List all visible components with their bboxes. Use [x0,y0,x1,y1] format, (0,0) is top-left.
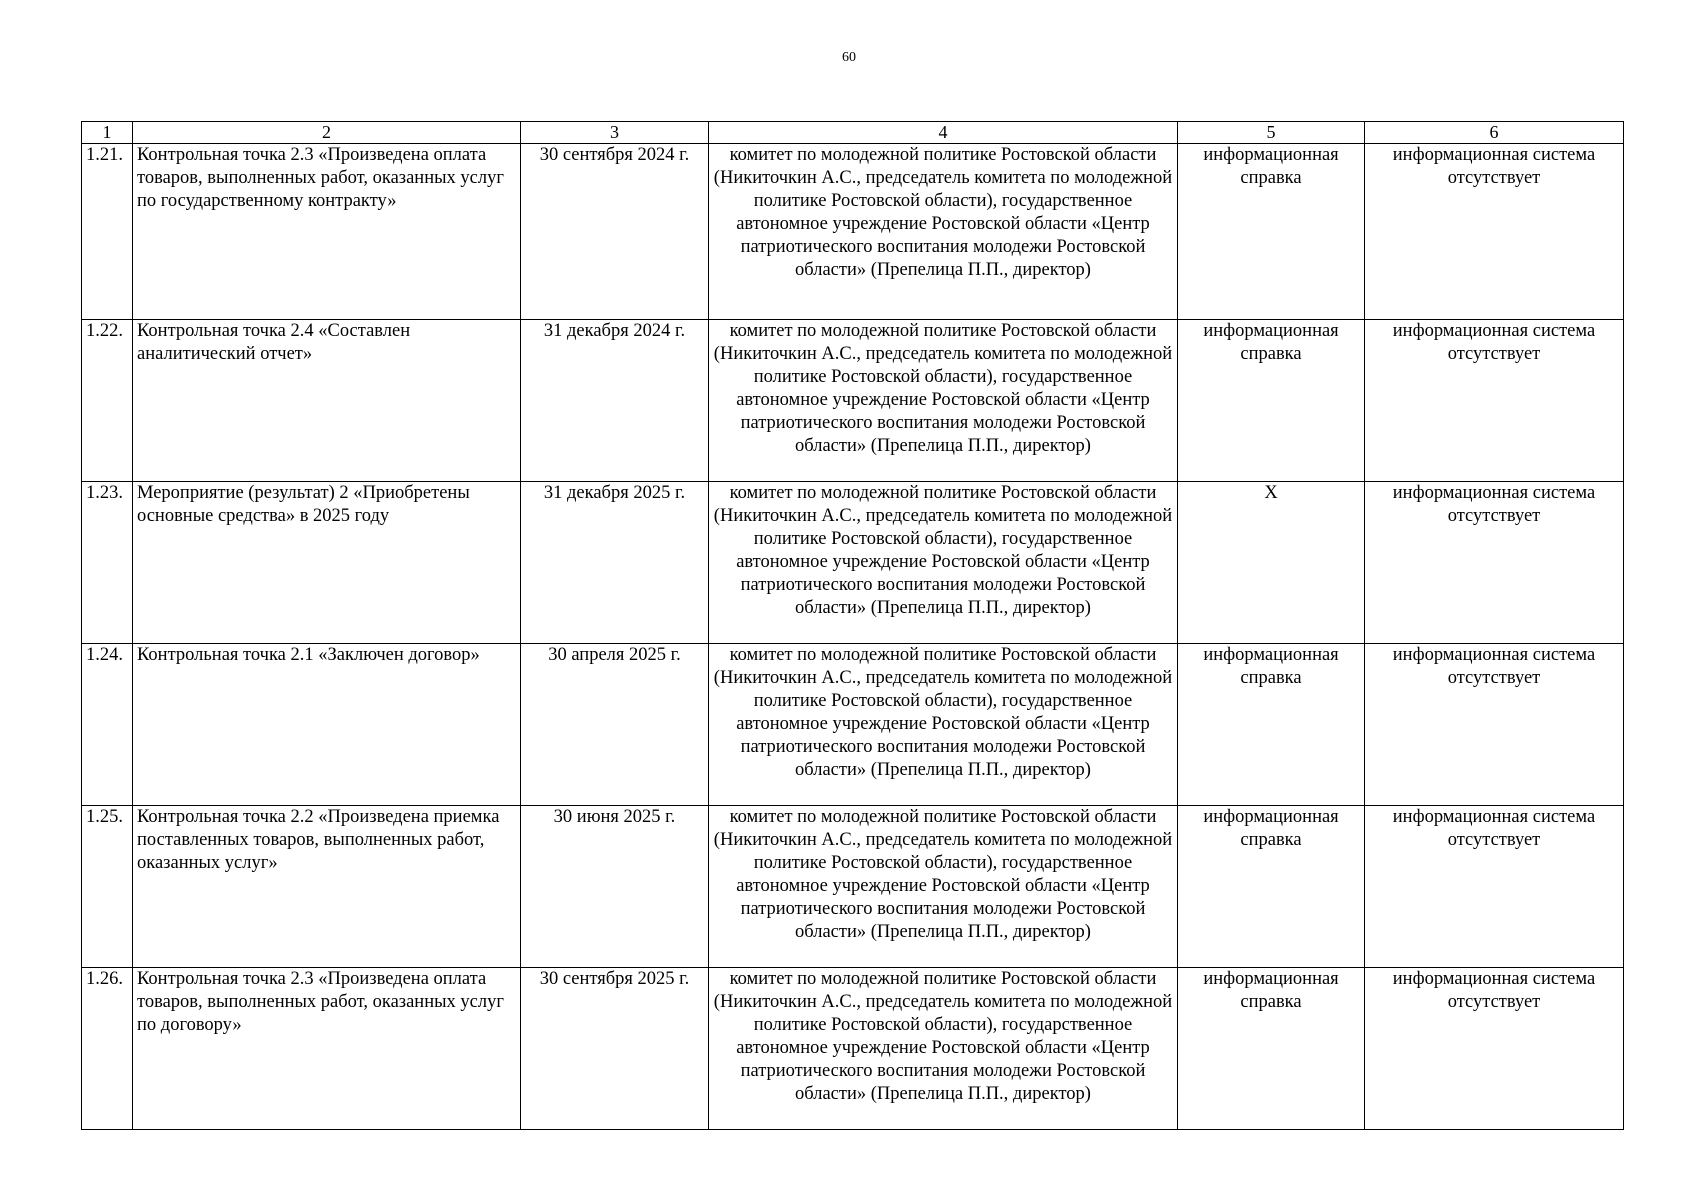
page-number: 60 [842,50,856,65]
row-name: Контрольная точка 2.4 «Составлен аналитический отчет» [133,320,521,482]
row-date: 30 июня 2025 г. [521,806,709,968]
row-system: информационная система отсутствует [1365,144,1624,320]
row-date: 31 декабря 2024 г. [521,320,709,482]
column-number: 4 [709,122,1178,144]
row-date: 31 декабря 2025 г. [521,482,709,644]
row-system: информационная система отсутствует [1365,968,1624,1130]
row-name: Мероприятие (результат) 2 «Приобретены основные средства» в 2025 году [133,482,521,644]
row-number: 1.25. [82,806,133,968]
row-system: информационная система отсутствует [1365,482,1624,644]
row-responsible: комитет по молодежной политике Ростовской области (Никиточкин А.С., председатель комитета по молодежной политике Ростовской области), государственное автономное учреждение Ростовской области «Центр патриотического воспитания молодежи Ростовской области» (Препелица П.П., директор) [709,968,1178,1130]
row-system: информационная система отсутствует [1365,644,1624,806]
row-date: 30 апреля 2025 г. [521,644,709,806]
row-document: информационная справка [1178,968,1365,1130]
row-number: 1.22. [82,320,133,482]
table-row [82,144,1624,320]
row-document: информационная справка [1178,320,1365,482]
table-row [82,320,1624,482]
row-responsible: комитет по молодежной политике Ростовской области (Никиточкин А.С., председатель комитета по молодежной политике Ростовской области), государственное автономное учреждение Ростовской области «Центр патриотического воспитания молодежи Ростовской области» (Препелица П.П., директор) [709,644,1178,806]
row-system: информационная система отсутствует [1365,806,1624,968]
row-name: Контрольная точка 2.3 «Произведена оплата товаров, выполненных работ, оказанных услуг по договору» [133,968,521,1130]
row-document: информационная справка [1178,806,1365,968]
plan-table [81,121,1624,1130]
row-responsible: комитет по молодежной политике Ростовской области (Никиточкин А.С., председатель комитета по молодежной политике Ростовской области), государственное автономное учреждение Ростовской области «Центр патриотического воспитания молодежи Ростовской области» (Препелица П.П., директор) [709,320,1178,482]
row-document: Х [1178,482,1365,644]
row-system: информационная система отсутствует [1365,320,1624,482]
row-number: 1.21. [82,144,133,320]
column-number: 6 [1365,122,1624,144]
row-number: 1.26. [82,968,133,1130]
row-number: 1.24. [82,644,133,806]
column-number: 2 [133,122,521,144]
column-number: 5 [1178,122,1365,144]
row-name: Контрольная точка 2.1 «Заключен договор» [133,644,521,806]
row-name: Контрольная точка 2.3 «Произведена оплата товаров, выполненных работ, оказанных услуг по государственному контракту» [133,144,521,320]
column-number: 1 [82,122,133,144]
row-document: информационная справка [1178,644,1365,806]
row-date: 30 сентября 2025 г. [521,968,709,1130]
row-responsible: комитет по молодежной политике Ростовской области (Никиточкин А.С., председатель комитета по молодежной политике Ростовской области), государственное автономное учреждение Ростовской области «Центр патриотического воспитания молодежи Ростовской области» (Препелица П.П., директор) [709,806,1178,968]
column-number-row [82,122,1624,144]
row-document: информационная справка [1178,144,1365,320]
row-date: 30 сентября 2024 г. [521,144,709,320]
row-responsible: комитет по молодежной политике Ростовской области (Никиточкин А.С., председатель комитета по молодежной политике Ростовской области), государственное автономное учреждение Ростовской области «Центр патриотического воспитания молодежи Ростовской области» (Препелица П.П., директор) [709,144,1178,320]
table-row [82,968,1624,1130]
row-responsible: комитет по молодежной политике Ростовской области (Никиточкин А.С., председатель комитета по молодежной политике Ростовской области), государственное автономное учреждение Ростовской области «Центр патриотического воспитания молодежи Ростовской области» (Препелица П.П., директор) [709,482,1178,644]
column-number: 3 [521,122,709,144]
row-number: 1.23. [82,482,133,644]
table-row [82,644,1624,806]
row-name: Контрольная точка 2.2 «Произведена приемка поставленных товаров, выполненных работ, оказанных услуг» [133,806,521,968]
table-row [82,482,1624,644]
table-row [82,806,1624,968]
